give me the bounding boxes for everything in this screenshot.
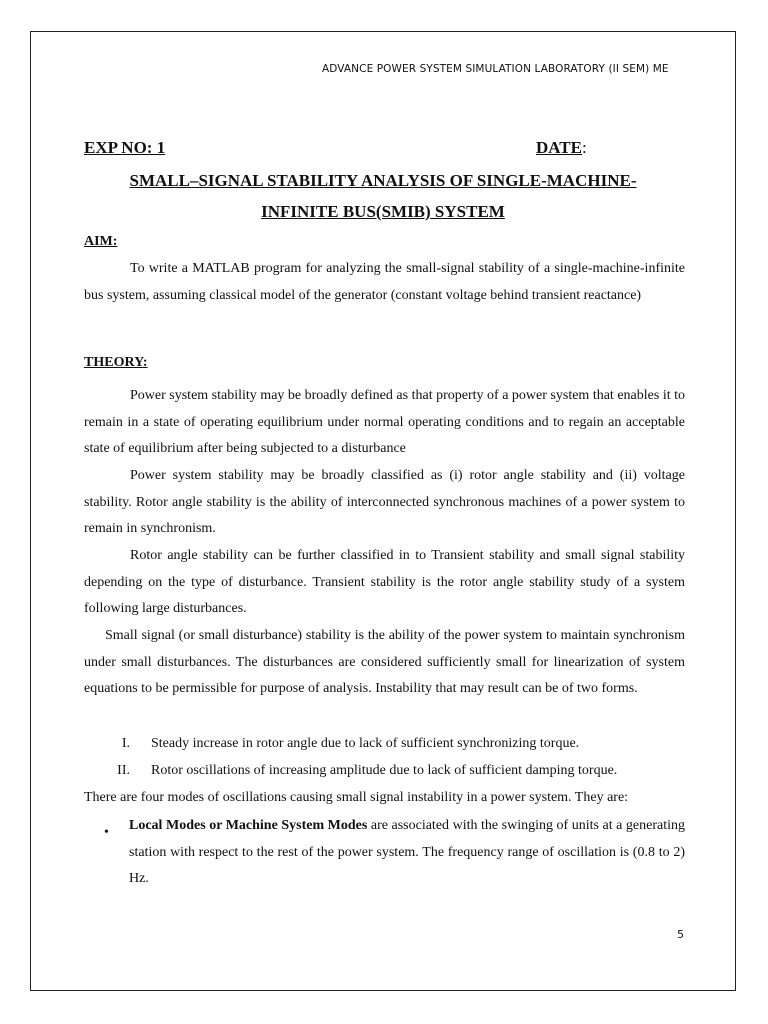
- page-number: 5: [677, 928, 684, 941]
- form-text: Rotor oscillations of increasing amplitude due to lack of sufficient damping torque.: [151, 763, 618, 778]
- aim-paragraph: To write a MATLAB program for analyzing the small-signal stability of a single-machine-infinite bus system, assuming classical model of the generator (constant voltage behind transient reactance): [84, 261, 685, 303]
- experiment-line: [84, 138, 604, 158]
- form-numeral: I.: [121, 736, 130, 751]
- date-field: [536, 138, 587, 158]
- experiment-number: EXP NO: 1: [84, 138, 166, 157]
- date-colon: :: [581, 138, 587, 157]
- date-label: DATE: [536, 138, 582, 157]
- bullet-description: are associated with the swinging of units at a generating station with respect to the rest of the power system. The frequency range of oscillation is (0.8 to 2) Hz.: [129, 818, 685, 887]
- theory-heading: THEORY:: [84, 355, 148, 370]
- document-title-line1: SMALL–SIGNAL STABILITY ANALYSIS OF SINGLE-MACHINE-: [129, 171, 637, 190]
- form-numeral: II.: [117, 763, 130, 778]
- theory-paragraph-3: Rotor angle stability can be further classified in to Transient stability and small signal stability depending on the type of disturbance. Transient stability is the rotor angle stability study of a system following large disturbances.: [84, 548, 685, 617]
- document-title-line2: INFINITE BUS(SMIB) SYSTEM: [261, 202, 505, 221]
- theory-paragraph-1: Power system stability may be broadly defined as that property of a power system that enables it to remain in a state of operating equilibrium under normal operating conditions and to regain an acceptable state of equilibrium after being subjected to a disturbance: [84, 388, 685, 457]
- aim-heading: AIM:: [84, 234, 118, 249]
- bullet-bold-term: Local Modes or Machine System Modes: [129, 818, 368, 833]
- modes-intro: There are four modes of oscillations causing small signal instability in a power system. They are:: [84, 790, 629, 805]
- bullet-item: [129, 813, 685, 893]
- bullet-icon: •: [104, 825, 109, 840]
- form-text: Steady increase in rotor angle due to lack of sufficient synchronizing torque.: [151, 736, 580, 751]
- running-header: ADVANCE POWER SYSTEM SIMULATION LABORATORY (II SEM) ME: [322, 63, 669, 75]
- theory-paragraph-2: Power system stability may be broadly classified as (i) rotor angle stability and (ii) voltage stability. Rotor angle stability is the ability of interconnected synchronous machines of a power system to remain in synchronism.: [84, 468, 685, 537]
- theory-paragraph-4: Small signal (or small disturbance) stability is the ability of the power system to maintain synchronism under small disturbances. The disturbances are considered sufficiently small for linearization of system equations to be permissible for purpose of analysis. Instability that may result can be of two forms.: [84, 628, 685, 697]
